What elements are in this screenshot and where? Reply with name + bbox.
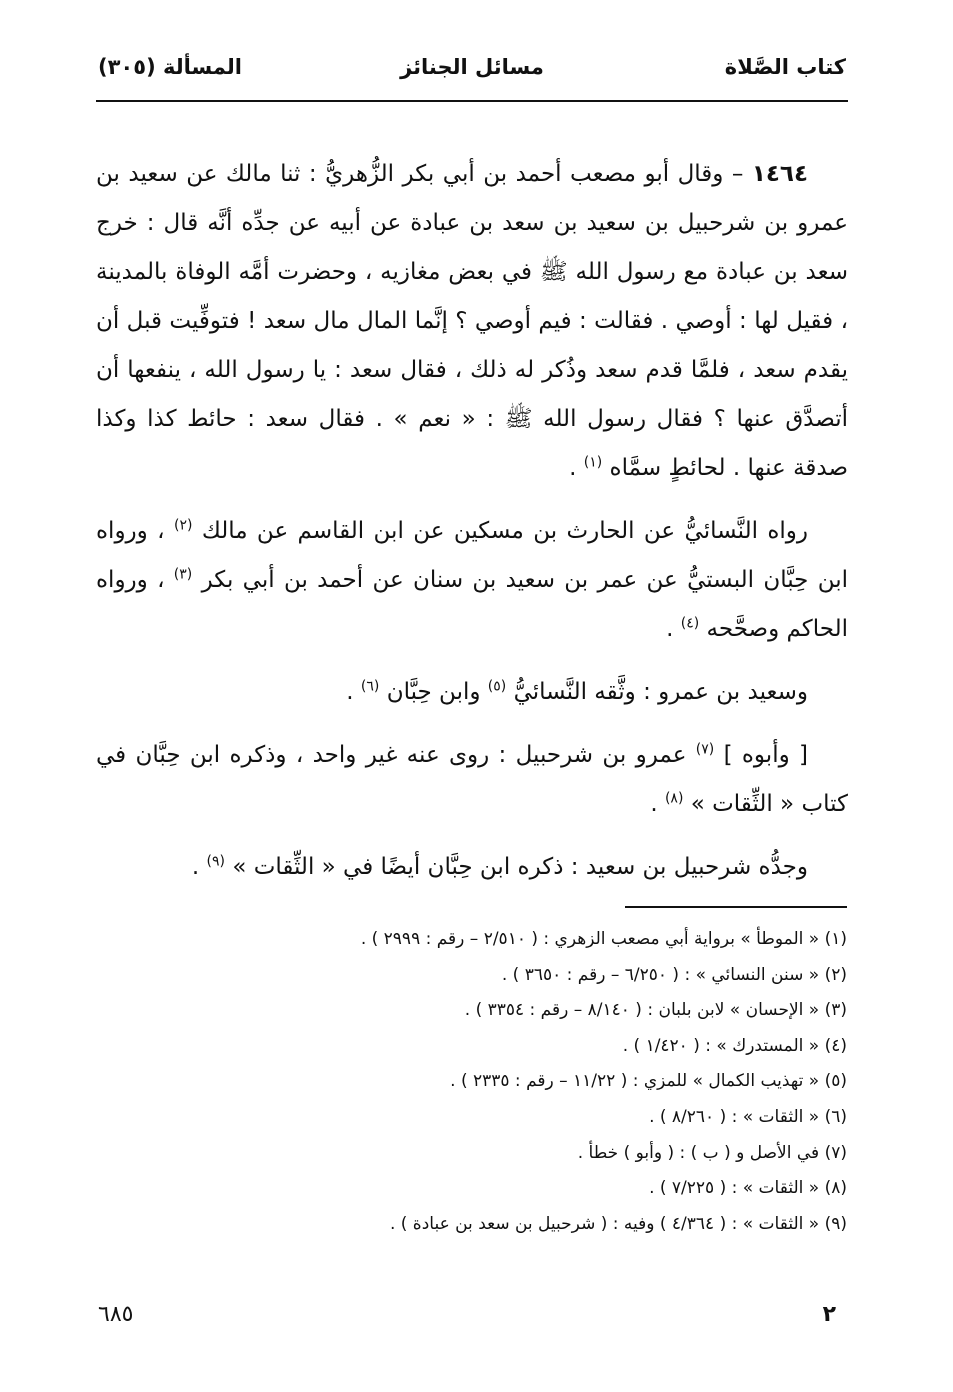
footnote-ref: (٥) xyxy=(487,678,507,695)
footnote-ref: (٢) xyxy=(173,517,193,534)
main-text xyxy=(96,150,848,892)
footnote: (٥) « تهذيب الكمال » للمزي : ( ١١/٢٢ – رقم : ٢٣٣٥ ) . xyxy=(450,1071,847,1092)
takhrij-paragraph xyxy=(96,507,848,654)
narrator-paragraph xyxy=(96,843,848,892)
text-segment: وابن حِبَّان xyxy=(386,679,488,705)
text-segment: ، ورواه ابن حِبَّان البستيُّ عن عمر بن سعيد بن سنان عن أحمد بن أبي بكر xyxy=(96,518,848,593)
footnote: (٢) « سنن النسائي » : ( ٦/٢٥٠ – رقم : ٣٦٥٠ ) . xyxy=(501,964,847,985)
header-rule xyxy=(96,100,848,102)
text-segment: وجدُّه شرحبيل بن سعيد : ذكره ابن حِبَّان أيضًا في « الثِّقات » xyxy=(232,854,808,880)
paragraph-end: . xyxy=(191,854,207,880)
narrator-paragraph xyxy=(96,731,848,829)
text-segment: ، ورواه الحاكم وصحَّحه xyxy=(96,567,848,642)
narrator-paragraph xyxy=(96,668,848,717)
footnote-ref: (٤) xyxy=(680,615,700,632)
footnote-ref: (١) xyxy=(583,454,603,471)
footnote-rule xyxy=(625,906,847,908)
footnotes xyxy=(105,922,847,1242)
chapter-title: مسائل الجنائز xyxy=(400,55,544,79)
paragraph-end: . xyxy=(346,679,361,705)
page-footer xyxy=(98,1302,836,1338)
volume-number: ٢ xyxy=(822,1302,836,1327)
paragraph-end: . xyxy=(650,791,665,817)
text-segment: وسعيد بن عمرو : وثَّقه النَّسائيُّ xyxy=(513,679,808,705)
text-segment: [ وأبوه ] xyxy=(723,742,808,768)
footnote-ref: (٣) xyxy=(173,566,193,583)
footnote-ref: (٨) xyxy=(664,790,684,807)
running-header xyxy=(98,55,846,95)
footnote-ref: (٧) xyxy=(695,741,715,758)
footnote: (٧) في الأصل و ( ب ) : ( وأبو ) خطأ . xyxy=(577,1142,847,1163)
text-segment: رواه النَّسائيُّ عن الحارث بن مسكين عن ابن القاسم عن مالك xyxy=(201,518,809,544)
footnote-ref: (٦) xyxy=(360,678,380,695)
footnote: (١) « الموطأ » برواية أبي مصعب الزهري : ( ٢/٥١٠ – رقم : ٢٩٩٩ ) . xyxy=(360,929,847,949)
hadith-number: ١٤٦٤ xyxy=(751,161,808,187)
hadith-text: – وقال أبو مصعب أحمد بن أبي بكر الزُّهريُّ : ثنا مالك عن سعيد بن عمرو بن شرحبيل بن سعيد بن سعد بن عبادة عن أبيه عن جدِّه أنَّه قال : خرج سعد بن عبادة مع رسول الله ﷺ في بعض مغازيه ، وحضرت أمَّه الوفاة بالمدينة ، فقيل لها : أوصي . فقالت : فيم أوصي ؟ إنَّما المال مال سعد ! فتوفِّيت قبل أن يقدم سعد ، فلمَّا قدم سعد وذُكر له ذلك ، فقال سعد : يا رسول الله ، ينفعها أن أتصدَّق عنها ؟ فقال رسول الله ﷺ : « نعم » . فقال سعد : حائط كذا وكذا صدقة عنها . لحائطٍ سمَّاه xyxy=(96,161,848,481)
footnote: (٦) « الثقات » : ( ٨/٢٦٠ ) . xyxy=(649,1106,847,1127)
paragraph-end: . xyxy=(666,616,681,642)
issue-label: المسألة (٣٠٥) xyxy=(98,55,243,79)
footnote-ref: (٩) xyxy=(206,853,225,870)
page-number: ٦٨٥ xyxy=(98,1302,134,1327)
footnote: (٣) « الإحسان » لابن بلبان : ( ٨/١٤٠ – رقم : ٣٣٥٤ ) . xyxy=(464,1000,847,1021)
paragraph-end: . xyxy=(569,455,584,481)
hadith-paragraph xyxy=(96,150,848,493)
footnote: (٨) « الثقات » : ( ٧/٢٢٥ ) . xyxy=(649,1178,847,1199)
footnote: (٤) « المستدرك » : ( ١/٤٢٠ ) . xyxy=(622,1035,847,1056)
footnote: (٩) « الثقات » : ( ٤/٣٦٤ ) وفيه : ( شرحبيل بن سعد بن عبادة ) . xyxy=(389,1213,847,1234)
text-segment: عمرو بن شرحبيل : روى عنه غير واحد ، وذكره ابن حِبَّان في كتاب « الثِّقات » xyxy=(96,742,848,817)
book-title: كتاب الصَّلاة xyxy=(724,55,846,79)
